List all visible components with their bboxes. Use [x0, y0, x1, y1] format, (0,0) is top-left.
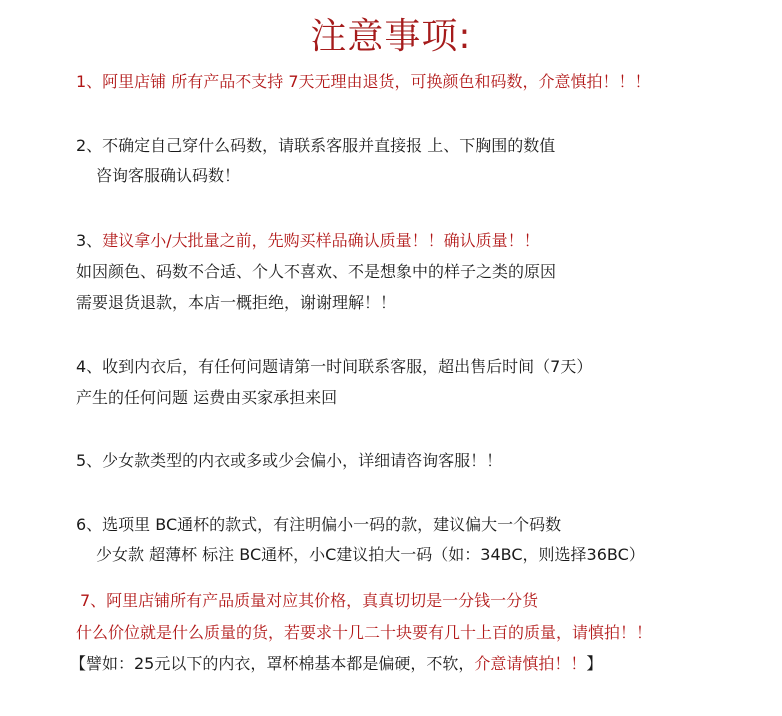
- notice-7-line-1: 7、阿里店铺所有产品质量对应其价格，真真切切是一分钱一分货: [80, 591, 539, 610]
- notice-7-line-3-suffix: 】: [586, 654, 603, 673]
- notice-7-line-3-highlight: 介意请慎拍！！: [474, 654, 587, 673]
- notice-3-line-2: 如因颜色、码数不合适、个人不喜欢、不是想象中的样子之类的原因: [76, 262, 557, 281]
- notice-7-line-3-prefix: 【譬如：25元以下的内衣，罩杯棉基本都是偏硬，不软，: [70, 654, 475, 673]
- notice-7-line-3: [70, 654, 602, 674]
- notice-6-line-1: 6、选项里 BC通杯的款式，有注明偏小一码的款，建议偏大一个码数: [76, 515, 562, 534]
- notice-1-line-1: 1、阿里店铺 所有产品不支持 7天无理由退货，可换颜色和码数，介意慎拍！！！: [76, 72, 651, 91]
- page-title: 注意事项:: [310, 16, 472, 57]
- notice-5-line-1: 5、少女款类型的内衣或多或少会偏小，详细请咨询客服！！: [76, 451, 503, 470]
- notice-2-line-1: 2、不确定自己穿什么码数，请联系客服并直接报 上、下胸围的数值: [76, 136, 556, 155]
- notice-3-prefix: 3、: [76, 231, 103, 250]
- notice-6-line-2: 少女款 超薄杯 标注 BC通杯，小C建议拍大一码（如：34BC，则选择36BC）: [96, 545, 645, 564]
- notice-2-line-2: 咨询客服确认码数！: [96, 166, 241, 185]
- notice-4-line-2: 产生的任何问题 运费由买家承担来回: [76, 388, 338, 407]
- notice-3-line-3: 需要退货退款，本店一概拒绝，谢谢理解！！: [76, 293, 397, 312]
- notice-3-line-1: [76, 231, 540, 251]
- notice-4-line-1: 4、收到内衣后，有任何问题请第一时间联系客服，超出售后时间（7天）: [76, 357, 593, 376]
- notice-7-line-2: 什么价位就是什么质量的货，若要求十几二十块要有几十上百的质量，请慎拍！！: [76, 623, 653, 642]
- notice-3-highlight: 建议拿小/大批量之前，先购买样品确认质量！！确认质量！！: [102, 231, 540, 250]
